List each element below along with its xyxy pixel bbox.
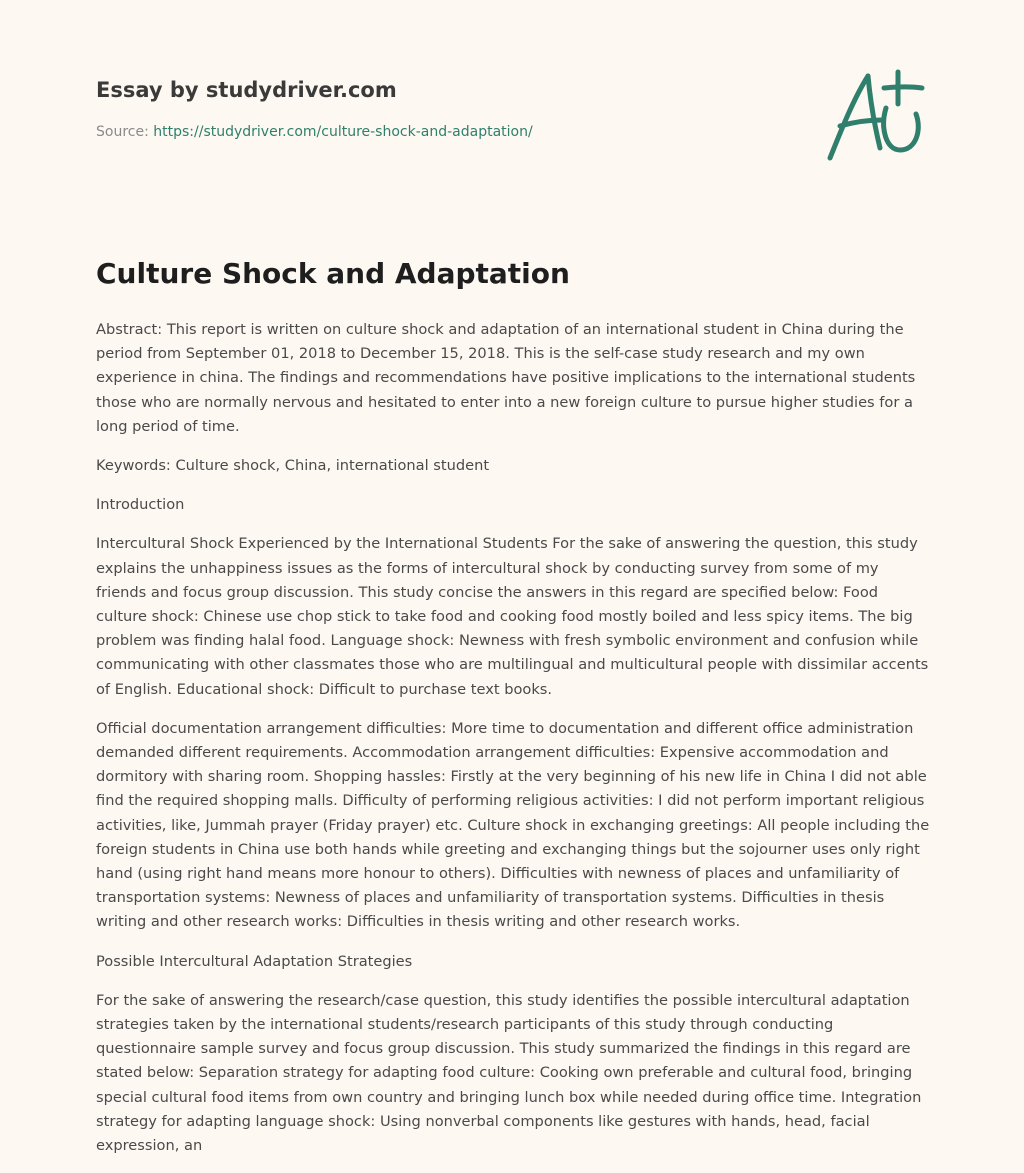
adaptation-heading: Possible Intercultural Adaptation Strategies <box>96 952 413 970</box>
page-header <box>96 76 796 142</box>
source-label: Source: <box>96 124 149 140</box>
source-line <box>96 122 796 142</box>
source-link[interactable]: https://studydriver.com/culture-shock-and-adaptation/ <box>153 124 533 140</box>
keywords-paragraph: Keywords: Culture shock, China, international student <box>96 457 490 475</box>
brand-title: Essay by studydriver.com <box>96 78 397 102</box>
introduction-heading: Introduction <box>96 496 185 514</box>
difficulties-paragraph: Official documentation arrangement difficulties: More time to documentation and different office administration demanded different requirements. Accommodation arrangement difficulties: Expensive accommodation and dormitory with sharing room. Shopping hassles: Firstly at the very beginning of his new life in China I did not able find the required shopping malls. Difficulty of performing religious activities: I did not perform important religious activities, like, Jummah prayer (Friday prayer) etc. Culture shock in exchanging greetings: All people including the foreign students in China use both hands while greeting and exchanging things but the sojourner uses only right hand (using right hand means more honour to others). Difficulties with newness of places and unfamiliarity of transportation systems: Newness of places and unfamiliarity of transportation systems. Difficulties in thesis writing and other research works: Difficulties in thesis writing and other research works. <box>96 719 930 931</box>
adaptation-paragraph: For the sake of answering the research/case question, this study identifies the possible intercultural adaptation strategies taken by the international students/research participants of this study through conducting questionnaire sample survey and focus group discussion. This study summarized the findings in this regard are stated below: Separation strategy for adapting food culture: Cooking own preferable and cultural food, bringing special cultural food items from own country and bringing lunch box while needed during office time. Integration strategy for adapting language shock: Using nonverbal components like gestures with hands, head, facial expression, an <box>96 991 922 1155</box>
intercultural-shock-paragraph: Intercultural Shock Experienced by the International Students For the sake of answering the question, this study explains the unhappiness issues as the forms of intercultural shock by conducting survey from some of my friends and focus group discussion. This study concise the answers in this regard are specified below: Food culture shock: Chinese use chop stick to take food and cooking food mostly boiled and less spicy items. The big problem was finding halal food. Language shock: Newness with fresh symbolic environment and confusion while communicating with other classmates those who are multilingual and multicultural people with dissimilar accents of English. Educational shock: Difficult to purchase text books. <box>96 535 929 698</box>
essay-body <box>96 254 930 1173</box>
a-plus-logo-icon <box>824 68 928 164</box>
abstract-paragraph: Abstract: This report is written on culture shock and adaptation of an international student in China during the period from September 01, 2018 to December 15, 2018. This is the self-case study research and my own experience in china. The findings and recommendations have positive implications to the international students those who are normally nervous and hesitated to enter into a new foreign culture to pursue higher studies for a long period of time. <box>96 321 916 435</box>
essay-title: Culture Shock and Adaptation <box>96 257 570 290</box>
